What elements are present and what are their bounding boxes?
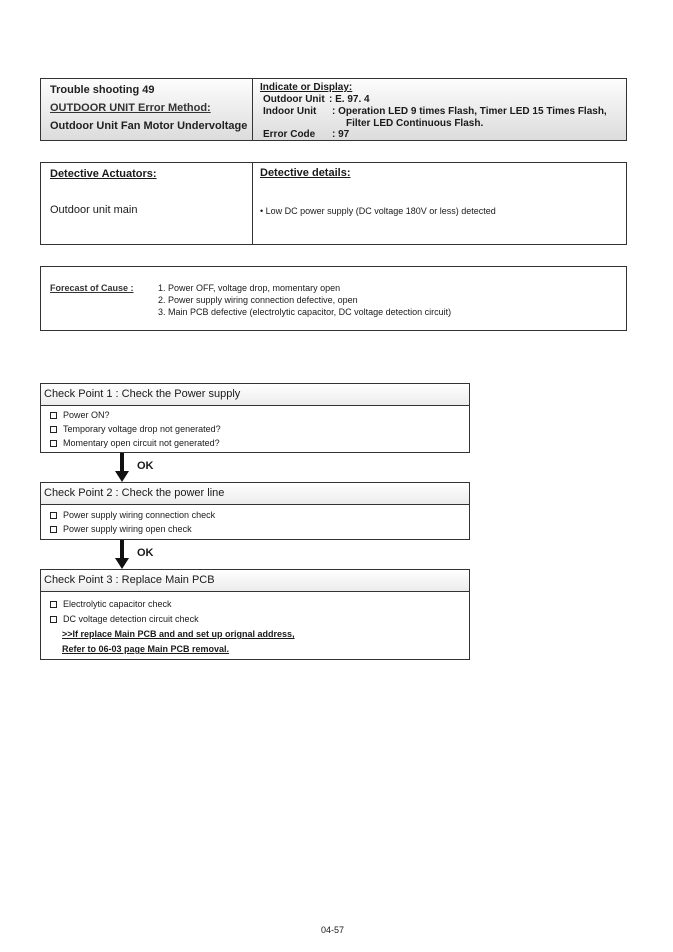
indoor-label: Indoor Unit bbox=[263, 106, 317, 117]
divider bbox=[252, 79, 253, 140]
outdoor-label: Outdoor Unit bbox=[263, 94, 325, 105]
check-item-label: Electrolytic capacitor check bbox=[63, 599, 172, 609]
page-number: 04-57 bbox=[321, 925, 345, 935]
check-item bbox=[50, 614, 199, 624]
check-point-title: Check Point 2 : Check the power line bbox=[41, 483, 469, 505]
check-item-label: Temporary voltage drop not generated? bbox=[63, 424, 221, 434]
check-item-label: Power supply wiring open check bbox=[63, 524, 192, 534]
forecast-box bbox=[40, 266, 627, 331]
details-heading: Detective details: bbox=[260, 167, 351, 179]
error-code-value: : 97 bbox=[332, 129, 350, 140]
checkbox-icon bbox=[50, 616, 57, 623]
reference-note: Refer to 06-03 page Main PCB removal. bbox=[62, 644, 230, 654]
checkbox-icon bbox=[50, 440, 57, 447]
check-item bbox=[50, 599, 172, 609]
detective-box bbox=[40, 162, 627, 245]
check-item bbox=[50, 438, 220, 448]
error-method: OUTDOOR UNIT Error Method: bbox=[50, 102, 211, 114]
check-item bbox=[50, 510, 215, 520]
checkbox-icon bbox=[50, 526, 57, 533]
cause-1: 1. Power OFF, voltage drop, momentary open bbox=[158, 283, 341, 293]
actuators-heading: Detective Actuators: bbox=[50, 168, 157, 180]
actuators-value: Outdoor unit main bbox=[50, 204, 138, 216]
error-name: Outdoor Unit Fan Motor Undervoltage bbox=[50, 120, 248, 132]
check-point-1 bbox=[40, 383, 470, 453]
display-heading: Indicate or Display: bbox=[260, 82, 353, 93]
check-item bbox=[50, 524, 192, 534]
cause-2: 2. Power supply wiring connection defective, open bbox=[158, 295, 358, 305]
ok-label: OK bbox=[137, 460, 154, 472]
check-item bbox=[50, 410, 110, 420]
check-point-title: Check Point 3 : Replace Main PCB bbox=[41, 570, 469, 592]
check-item-label: Momentary open circuit not generated? bbox=[63, 438, 220, 448]
checkbox-icon bbox=[50, 412, 57, 419]
checkbox-icon bbox=[50, 426, 57, 433]
checkbox-icon bbox=[50, 512, 57, 519]
check-point-2 bbox=[40, 482, 470, 540]
check-point-3 bbox=[40, 569, 470, 660]
check-point-title: Check Point 1 : Check the Power supply bbox=[41, 384, 469, 406]
check-item bbox=[50, 424, 221, 434]
indoor-value-2: Filter LED Continuous Flash. bbox=[346, 118, 484, 129]
forecast-label: Forecast of Cause : bbox=[50, 283, 134, 293]
divider bbox=[252, 163, 253, 244]
indoor-value-1: : Operation LED 9 times Flash, Timer LED 15 Times Flash, bbox=[332, 106, 607, 117]
check-item-label: DC voltage detection circuit check bbox=[63, 614, 199, 624]
details-value: • Low DC power supply (DC voltage 180V or less) detected bbox=[260, 206, 496, 216]
error-code-label: Error Code bbox=[263, 129, 316, 140]
trouble-header-box bbox=[40, 78, 627, 141]
cause-3: 3. Main PCB defective (electrolytic capacitor, DC voltage detection circuit) bbox=[158, 307, 452, 317]
outdoor-value: : E. 97. 4 bbox=[329, 94, 370, 105]
ok-label: OK bbox=[137, 547, 154, 559]
check-item-label: Power supply wiring connection check bbox=[63, 510, 216, 520]
trouble-title: Trouble shooting 49 bbox=[50, 84, 155, 96]
check-item-label: Power ON? bbox=[63, 410, 110, 420]
checkbox-icon bbox=[50, 601, 57, 608]
replace-note: >>If replace Main PCB and and set up orignal address, bbox=[62, 629, 295, 639]
